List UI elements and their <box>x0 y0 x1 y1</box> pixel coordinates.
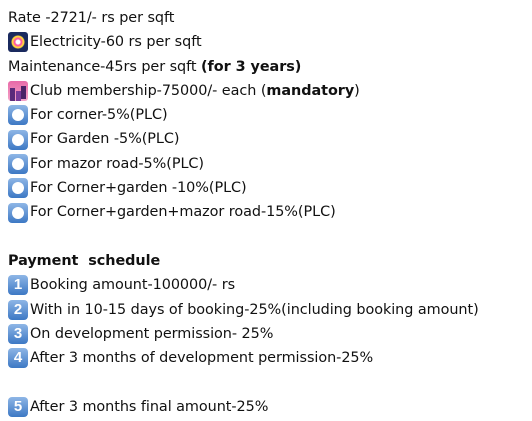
payment-heading-line <box>8 249 532 273</box>
maintenance-duration: (for 3 years) <box>201 58 302 75</box>
plc-text: For mazor road-5%(PLC) <box>30 155 204 172</box>
payment-step-text: Booking amount-100000/- rs <box>30 277 236 294</box>
keycap-3-icon: 3 <box>8 324 28 344</box>
electricity-line <box>8 30 532 54</box>
plc-text: For corner-5%(PLC) <box>30 107 168 124</box>
spacer <box>8 225 532 249</box>
spacer <box>8 370 532 394</box>
plc-item <box>8 152 532 176</box>
maintenance-line <box>8 55 532 79</box>
rate-text: Rate -2721/- rs per sqft <box>8 10 175 26</box>
radio-button-icon <box>8 105 28 125</box>
plc-text: For Garden -5%(PLC) <box>30 131 180 148</box>
payment-step-text: With in 10-15 days of booking-25%(including booking amount) <box>30 301 479 318</box>
plc-item <box>8 127 532 151</box>
city-icon <box>8 81 28 101</box>
payment-step <box>8 298 532 322</box>
keycap-4-icon: 4 <box>8 348 28 368</box>
plc-text: For Corner+garden+mazor road-15%(PLC) <box>30 204 336 221</box>
maintenance-text: Maintenance-45rs per sqft <box>8 58 202 75</box>
payment-step <box>8 395 532 419</box>
club-suffix: ) <box>354 82 360 99</box>
payment-step-text: On development permission- 25% <box>30 325 274 342</box>
payment-step-text: After 3 months of development permission-25% <box>30 350 374 367</box>
plc-item <box>8 176 532 200</box>
keycap-5-icon: 5 <box>8 397 28 417</box>
plc-text: For Corner+garden -10%(PLC) <box>30 180 247 197</box>
club-mandatory: mandatory <box>266 82 355 99</box>
keycap-1-icon: 1 <box>8 275 28 295</box>
keycap-2-icon: 2 <box>8 300 28 320</box>
firework-icon <box>8 32 28 52</box>
payment-step <box>8 273 532 297</box>
payment-step <box>8 322 532 346</box>
radio-button-icon <box>8 203 28 223</box>
electricity-text: Electricity-60 rs per sqft <box>30 34 202 51</box>
payment-step-text: After 3 months final amount-25% <box>30 398 269 415</box>
payment-step <box>8 346 532 370</box>
plc-item <box>8 103 532 127</box>
club-text: Club membership-75000/- each ( <box>30 82 267 99</box>
payment-heading: Payment schedule <box>8 252 161 269</box>
radio-button-icon <box>8 178 28 198</box>
radio-button-icon <box>8 154 28 174</box>
plc-item <box>8 200 532 224</box>
rate-line <box>8 6 532 30</box>
club-line <box>8 79 532 103</box>
radio-button-icon <box>8 130 28 150</box>
